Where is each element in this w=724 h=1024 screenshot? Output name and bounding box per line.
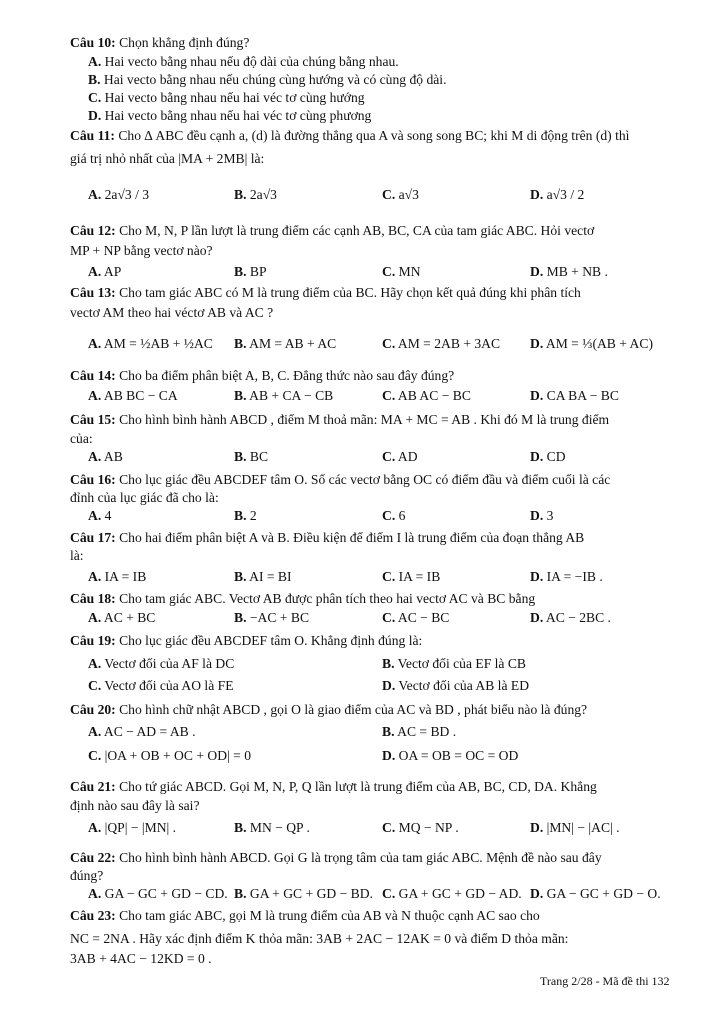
- option-label: A.: [88, 886, 102, 901]
- option-text: Vectơ đối của EF là CB: [397, 656, 527, 671]
- option-text: IA = −IB .: [546, 569, 603, 584]
- question-20: [70, 701, 587, 718]
- question-label: Câu 22:: [70, 850, 116, 865]
- option-text: BC: [249, 449, 269, 464]
- question-stem-line: NC = 2NA . Hãy xác định điểm K thỏa mãn: 3AB + 2AC − 12AK = 0 và điểm D thỏa mãn:: [70, 931, 569, 946]
- option-label: C.: [382, 449, 396, 464]
- option-label: A.: [88, 820, 102, 835]
- option-text: IA = IB: [104, 569, 147, 584]
- option-text: AM = ½AB + ½AC: [103, 336, 213, 351]
- option-d: [382, 747, 518, 764]
- option-b: [234, 819, 310, 836]
- option-text: AC − AD = AB .: [103, 724, 196, 739]
- option-text: BP: [249, 264, 267, 279]
- option-c: [382, 263, 421, 280]
- option-label: C.: [382, 336, 396, 351]
- option-b: [234, 507, 257, 524]
- option-a: [88, 507, 111, 524]
- option-text: Vectơ đối của AF là DC: [104, 656, 235, 671]
- option-label: A.: [88, 656, 102, 671]
- question-17: [70, 529, 584, 546]
- question-stem-line: đúng?: [70, 868, 104, 883]
- option-text: AD: [397, 449, 418, 464]
- option-c: [382, 335, 500, 352]
- option-c: [88, 747, 251, 764]
- option-text: GA − GC + GD − CD.: [104, 886, 228, 901]
- question-15: [70, 411, 609, 428]
- option-label: B.: [234, 187, 247, 202]
- option-d: [88, 107, 371, 124]
- option-label: B.: [234, 508, 247, 523]
- option-d: [530, 507, 553, 524]
- question-stem: Cho ba điểm phân biệt A, B, C. Đẳng thức nào sau đây đúng?: [119, 368, 455, 383]
- question-label: Câu 16:: [70, 472, 116, 487]
- option-label: A.: [88, 187, 102, 202]
- option-label: B.: [234, 388, 247, 403]
- question-11: [70, 127, 629, 144]
- option-label: C.: [88, 90, 102, 105]
- option-label: C.: [382, 886, 396, 901]
- option-a: [88, 387, 178, 404]
- option-c: [382, 885, 522, 902]
- question-21: [70, 778, 597, 795]
- option-d: [530, 819, 620, 836]
- option-text: GA − GC + GD − O.: [546, 886, 661, 901]
- question-stem-line: vectơ AM theo hai véctơ AB và AC ?: [70, 305, 274, 320]
- option-d: [530, 263, 608, 280]
- page-footer: Trang 2/28 - Mã đề thi 132: [540, 974, 670, 988]
- question-stem: Cho tam giác ABC, gọi M là trung điểm của AB và N thuộc cạnh AC sao cho: [119, 908, 540, 923]
- option-text: AC − BC: [397, 610, 450, 625]
- option-text: 2: [249, 508, 257, 523]
- option-text: AC + BC: [103, 610, 156, 625]
- option-text: Hai vecto bằng nhau nếu hai véc tơ cùng phương: [104, 108, 372, 123]
- question-stem-line: 3AB + 4AC − 12KD = 0 .: [70, 951, 212, 966]
- option-label: C.: [382, 508, 396, 523]
- question-label: Câu 13:: [70, 285, 116, 300]
- option-c: [88, 89, 365, 106]
- question-stem: Cho hai điểm phân biệt A và B. Điều kiện để điểm I là trung điểm của đoạn thẳng AB: [119, 530, 585, 545]
- option-text: Vectơ đối của AB là ED: [398, 678, 530, 693]
- option-d: [530, 609, 611, 626]
- question-stem-line: là:: [70, 548, 84, 563]
- option-d: [530, 335, 653, 352]
- option-label: A.: [88, 54, 102, 69]
- question-stem: Chọn khẳng định đúng?: [119, 35, 250, 50]
- option-label: C.: [382, 820, 396, 835]
- option-text: AP: [103, 264, 122, 279]
- option-text: GA + GC + GD − BD.: [249, 886, 373, 901]
- option-text: AB: [103, 449, 123, 464]
- option-b: [234, 609, 309, 626]
- question-12: [70, 222, 594, 239]
- question-stem: Cho hình bình hành ABCD. Gọi G là trọng tâm của tam giác ABC. Mệnh đề nào sau đây: [119, 850, 602, 865]
- question-16: [70, 471, 610, 488]
- option-label: C.: [382, 187, 396, 202]
- option-label: A.: [88, 449, 102, 464]
- question-stem: Cho lục giác đều ABCDEF tâm O. Khẳng định đúng là:: [119, 633, 423, 648]
- option-label: C.: [88, 678, 102, 693]
- option-text: GA + GC + GD − AD.: [398, 886, 522, 901]
- option-label: D.: [530, 449, 544, 464]
- option-a: [88, 885, 228, 902]
- option-c: [88, 677, 234, 694]
- option-label: D.: [530, 187, 544, 202]
- option-a: [88, 655, 234, 672]
- question-stem: Cho ∆ ABC đều cạnh a, (d) là đường thẳng qua A và song song BC; khi M di động trên (d) thì: [118, 128, 630, 143]
- option-text: 3: [546, 508, 554, 523]
- option-text: Hai vecto bằng nhau nếu độ dài của chúng bằng nhau.: [104, 54, 399, 69]
- option-b: [382, 655, 526, 672]
- question-stem: Cho M, N, P lần lượt là trung điểm các cạnh AB, BC, CA của tam giác ABC. Hỏi vectơ: [119, 223, 595, 238]
- option-label: C.: [382, 388, 396, 403]
- option-a: [88, 819, 176, 836]
- question-stem-line: giá trị nhỏ nhất của |MA + 2MB| là:: [70, 151, 265, 166]
- question-label: Câu 20:: [70, 702, 116, 717]
- option-text: |MN| − |AC| .: [546, 820, 620, 835]
- option-b: [234, 448, 268, 465]
- option-label: B.: [234, 569, 247, 584]
- option-c: [382, 507, 405, 524]
- option-a: [88, 263, 121, 280]
- option-text: a√3 / 2: [546, 187, 585, 202]
- question-stem-line: định nào sau đây là sai?: [70, 798, 200, 813]
- option-text: CD: [546, 449, 566, 464]
- option-label: D.: [530, 569, 544, 584]
- question-23: [70, 907, 540, 924]
- option-b: [234, 568, 292, 585]
- question-stem: Cho tam giác ABC. Vectơ AB được phân tích theo hai vectơ AC và BC bằng: [119, 591, 536, 606]
- option-c: [382, 819, 459, 836]
- option-b: [234, 263, 267, 280]
- question-stem: Cho hình bình hành ABCD , điểm M thoả mãn: MA + MC = AB . Khi đó M là trung điểm: [119, 412, 610, 427]
- option-a: [88, 568, 146, 585]
- option-text: CA BA − BC: [546, 388, 619, 403]
- option-d: [530, 387, 619, 404]
- option-a: [88, 335, 213, 352]
- option-text: a√3: [398, 187, 419, 202]
- option-b: [88, 71, 446, 88]
- question-label: Câu 19:: [70, 633, 116, 648]
- option-text: AB AC − BC: [397, 388, 471, 403]
- option-b: [234, 335, 336, 352]
- option-text: 6: [398, 508, 406, 523]
- option-text: Hai vecto bằng nhau nếu chúng cùng hướng và có cùng độ dài.: [103, 72, 447, 87]
- question-stem-line: đỉnh của lục giác đã cho là:: [70, 490, 219, 505]
- option-c: [382, 609, 449, 626]
- question-label: Câu 12:: [70, 223, 116, 238]
- option-label: B.: [382, 656, 395, 671]
- question-stem-line: của:: [70, 431, 93, 446]
- question-19: [70, 632, 422, 649]
- question-label: Câu 23:: [70, 908, 116, 923]
- option-label: A.: [88, 388, 102, 403]
- option-text: AM = 2AB + 3AC: [397, 336, 501, 351]
- option-label: D.: [530, 886, 544, 901]
- question-label: Câu 11:: [70, 128, 115, 143]
- question-stem: Cho lục giác đều ABCDEF tâm O. Số các vectơ bằng OC có điểm đầu và điểm cuối là các: [119, 472, 611, 487]
- question-13: [70, 284, 581, 301]
- option-text: AM = ⅓(AB + AC): [545, 336, 653, 351]
- option-label: B.: [234, 820, 247, 835]
- option-a: [88, 448, 123, 465]
- option-c: [382, 186, 419, 203]
- option-d: [530, 186, 584, 203]
- option-text: Vectơ đối của AO là FE: [104, 678, 234, 693]
- question-stem-line: MP + NP bằng vectơ nào?: [70, 243, 213, 258]
- option-label: A.: [88, 264, 102, 279]
- question-stem: Cho hình chữ nhật ABCD , gọi O là giao điểm của AC và BD , phát biểu nào là đúng?: [119, 702, 588, 717]
- option-b: [382, 723, 456, 740]
- option-label: D.: [530, 336, 544, 351]
- option-label: D.: [530, 610, 544, 625]
- option-label: D.: [530, 820, 544, 835]
- question-label: Câu 15:: [70, 412, 116, 427]
- question-22: [70, 849, 602, 866]
- question-stem: Cho tứ giác ABCD. Gọi M, N, P, Q lần lượt là trung điểm của AB, BC, CD, DA. Khẳng: [119, 779, 597, 794]
- option-text: MQ − NP .: [398, 820, 459, 835]
- option-text: MN − QP .: [249, 820, 310, 835]
- option-text: OA = OB = OC = OD: [398, 748, 519, 763]
- option-text: 2a√3 / 3: [104, 187, 150, 202]
- option-label: B.: [234, 449, 247, 464]
- option-text: |OA + OB + OC + OD| = 0: [104, 748, 252, 763]
- option-a: [88, 186, 149, 203]
- option-label: A.: [88, 336, 102, 351]
- option-label: A.: [88, 569, 102, 584]
- question-label: Câu 18:: [70, 591, 116, 606]
- option-label: C.: [88, 748, 102, 763]
- option-text: 4: [104, 508, 112, 523]
- option-d: [382, 677, 529, 694]
- option-text: MB + NB .: [546, 264, 608, 279]
- option-label: C.: [382, 569, 396, 584]
- option-label: D.: [382, 678, 396, 693]
- question-10: [70, 34, 249, 51]
- option-a: [88, 723, 196, 740]
- option-d: [530, 568, 603, 585]
- option-label: B.: [234, 336, 247, 351]
- option-a: [88, 53, 399, 70]
- option-label: B.: [234, 264, 247, 279]
- option-text: AM = AB + AC: [249, 336, 337, 351]
- option-text: |QP| − |MN| .: [104, 820, 177, 835]
- option-label: B.: [234, 886, 247, 901]
- option-text: 2a√3: [249, 187, 277, 202]
- option-label: B.: [382, 724, 395, 739]
- option-label: A.: [88, 610, 102, 625]
- option-label: D.: [88, 108, 102, 123]
- question-stem: Cho tam giác ABC có M là trung điểm của BC. Hãy chọn kết quả đúng khi phân tích: [119, 285, 581, 300]
- option-label: D.: [530, 388, 544, 403]
- option-d: [530, 885, 661, 902]
- question-14: [70, 367, 454, 384]
- question-label: Câu 14:: [70, 368, 116, 383]
- option-text: AI = BI: [249, 569, 292, 584]
- option-text: AB BC − CA: [103, 388, 178, 403]
- question-label: Câu 21:: [70, 779, 116, 794]
- option-label: D.: [382, 748, 396, 763]
- option-text: AC = BD .: [397, 724, 457, 739]
- option-text: MN: [398, 264, 421, 279]
- option-text: AC − 2BC .: [545, 610, 611, 625]
- option-b: [234, 387, 333, 404]
- option-label: C.: [382, 264, 396, 279]
- option-text: IA = IB: [398, 569, 441, 584]
- option-b: [234, 186, 277, 203]
- option-text: Hai vecto bằng nhau nếu hai véc tơ cùng hướng: [104, 90, 365, 105]
- option-b: [234, 885, 373, 902]
- option-c: [382, 568, 440, 585]
- option-d: [530, 448, 566, 465]
- question-label: Câu 17:: [70, 530, 116, 545]
- question-label: Câu 10:: [70, 35, 116, 50]
- option-text: AB + CA − CB: [249, 388, 334, 403]
- option-label: A.: [88, 724, 102, 739]
- option-label: D.: [530, 264, 544, 279]
- option-label: D.: [530, 508, 544, 523]
- option-label: C.: [382, 610, 396, 625]
- option-label: B.: [88, 72, 101, 87]
- option-label: B.: [234, 610, 247, 625]
- option-c: [382, 448, 418, 465]
- option-label: A.: [88, 508, 102, 523]
- option-a: [88, 609, 155, 626]
- option-c: [382, 387, 471, 404]
- question-18: [70, 590, 535, 607]
- option-text: −AC + BC: [249, 610, 310, 625]
